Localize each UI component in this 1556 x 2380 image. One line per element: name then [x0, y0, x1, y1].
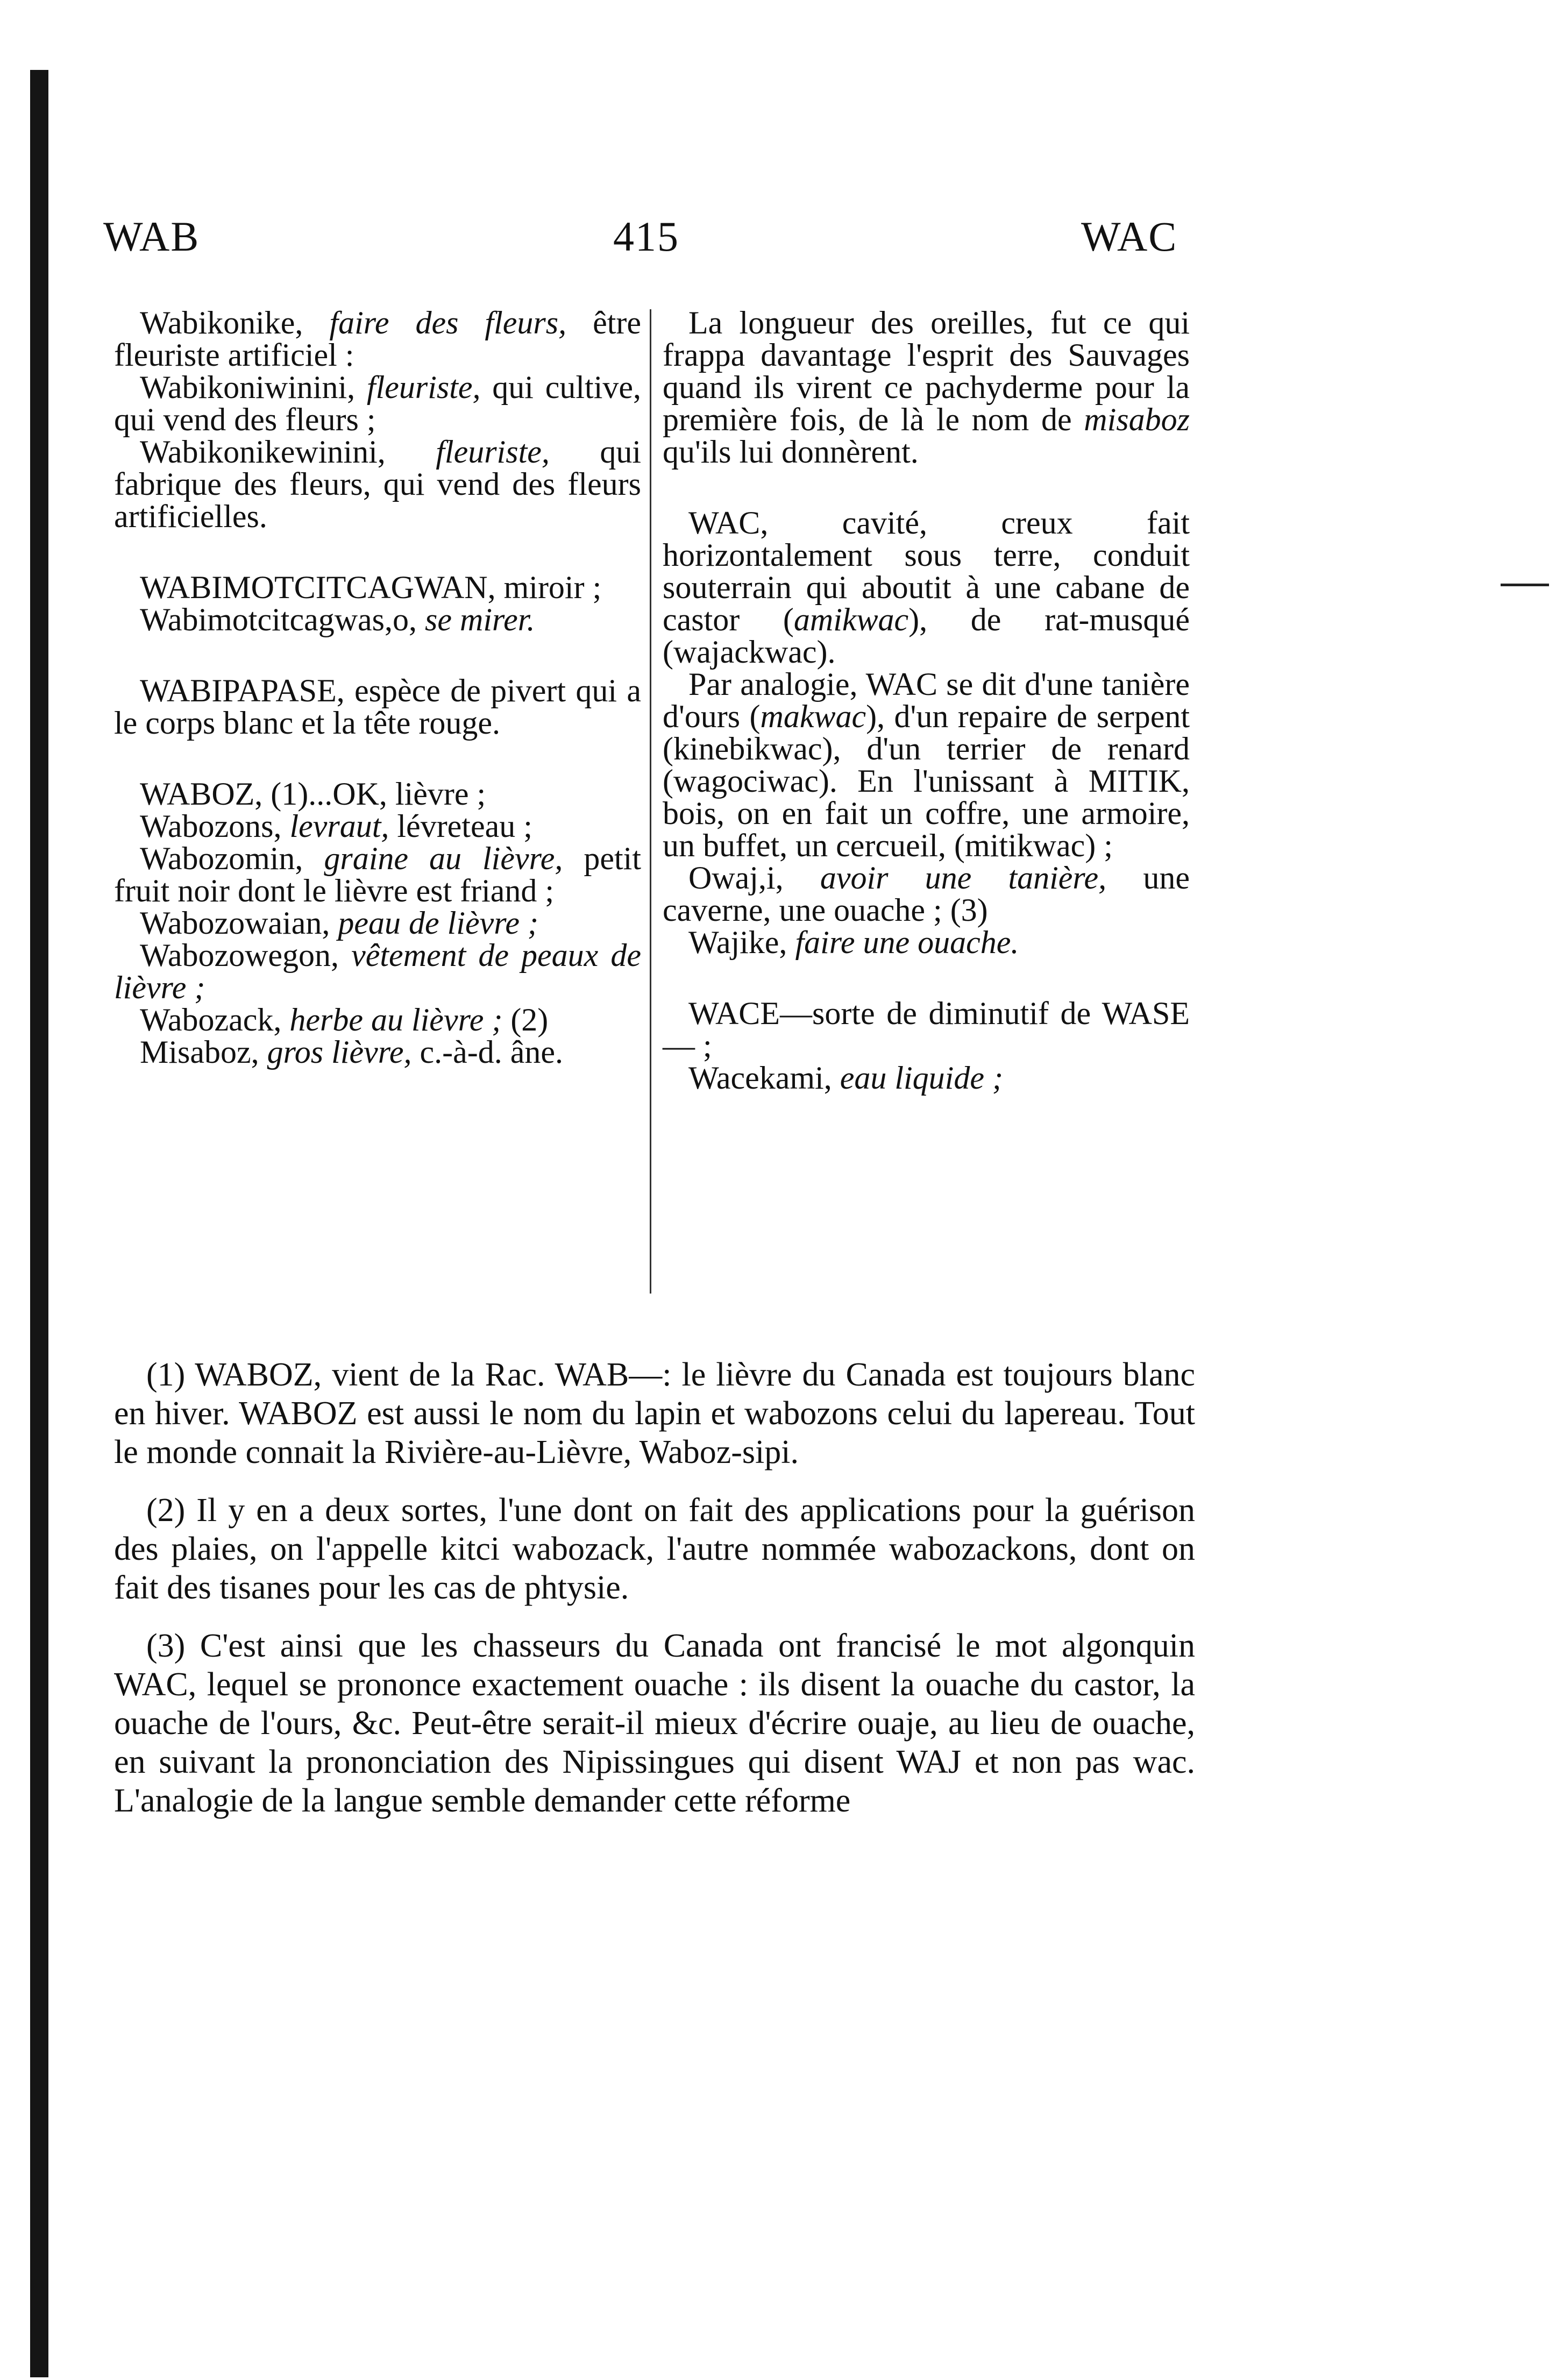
entry-line: [114, 939, 641, 1004]
entry-text: Wabimotcitcagwas,o,: [140, 602, 425, 637]
entry-text: Wajike,: [688, 925, 795, 960]
entry-line: [663, 862, 1190, 926]
entry-gloss: levraut,: [289, 808, 389, 844]
entry-line: [663, 307, 1190, 468]
entry-line: [663, 1062, 1190, 1094]
entry-gloss: faire une ouache.: [795, 925, 1019, 960]
entry-rest: qui cultive, qui vend des fleurs ;: [114, 370, 641, 437]
running-head-right: WAC: [1081, 213, 1178, 260]
dictionary-entry: [663, 997, 1190, 1094]
entry-rest: c.-à-d. âne.: [411, 1034, 563, 1070]
entry-line: [114, 907, 641, 939]
dictionary-entry: [114, 674, 641, 739]
running-head-left: WAB: [103, 213, 200, 260]
entry-gloss: amikwac: [793, 602, 909, 637]
left-column: [114, 307, 641, 1107]
entry-text: Misaboz,: [140, 1034, 267, 1070]
entry-line: [114, 842, 641, 907]
margin-rule: [1501, 584, 1549, 586]
dictionary-entry: [114, 778, 641, 1068]
entry-line: [114, 1036, 641, 1068]
entry-text: Wabikonike,: [140, 305, 330, 340]
entry-text: Owaj,i,: [688, 860, 820, 896]
entry-gloss: faire des fleurs,: [329, 305, 567, 340]
entry-gloss: peau de lièvre ;: [338, 905, 538, 941]
dictionary-entry: [114, 307, 641, 532]
entry-text: Wabozomin,: [140, 841, 324, 876]
entry-rest: petit fruit noir dont le lièvre est friand ;: [114, 841, 641, 908]
entry-line: [663, 997, 1190, 1062]
entry-line: [114, 371, 641, 436]
entry-text: Wacekami,: [688, 1060, 840, 1096]
entry-text: Wabozowaian,: [140, 905, 338, 941]
entry-rest: ), de rat-musqué (wajackwac).: [663, 602, 1190, 670]
entry-line: [663, 507, 1190, 668]
entry-line: [114, 810, 641, 842]
entry-gloss: fleuriste,: [366, 370, 481, 405]
entry-rest: lévreteau ;: [389, 808, 532, 844]
entry-line: [663, 668, 1190, 862]
entry-text: WABIMOTCITCAGWAN, miroir ;: [140, 570, 602, 605]
entry-line: [114, 571, 641, 603]
entry-gloss: herbe au lièvre ;: [289, 1002, 503, 1038]
entry-gloss: eau liquide ;: [840, 1060, 1003, 1096]
entry-gloss: vêtement de peaux de lièvre ;: [114, 937, 641, 1005]
footnotes: [114, 1355, 1195, 1839]
entry-text: Wabozowegon,: [140, 937, 352, 973]
entry-line: [663, 926, 1190, 958]
entry-text: Wabikonikewinini,: [140, 434, 436, 470]
entry-rest: être fleuriste artificiel :: [114, 305, 641, 373]
entry-gloss: makwac: [760, 699, 866, 734]
entry-text: Wabozack,: [140, 1002, 290, 1038]
entry-text: Wabozons,: [140, 808, 290, 844]
entry-rest: (2): [502, 1002, 549, 1038]
page-number: 415: [613, 213, 679, 260]
dictionary-entry: [663, 507, 1190, 958]
scan-edge-bar: [30, 70, 48, 2377]
entry-rest: ), d'un repaire de serpent (kinebikwac), d'un terrier de renard (wagociwac). En l'unissant à MITIK, bois, on en fait un coffre, une armoire, un buffet, un cercueil, (mitikwac) ;: [663, 699, 1190, 863]
entry-text: Par analogie, WAC se dit d'une tanière d'ours (: [663, 666, 1190, 734]
footnote-1: (1) WABOZ, vient de la Rac. WAB—: le lièvre du Canada est toujours blanc en hiver. WABOZ est aussi le nom du lapin et wabozons celui du lapereau. Tout le monde connait la Rivière-au-Lièvre, Waboz-sipi.: [114, 1356, 1195, 1470]
column-divider: [650, 309, 651, 1294]
dictionary-entry: [663, 307, 1190, 468]
entry-text: La longueur des oreilles, fut ce qui frappa davantage l'esprit des Sauvages quand ils virent ce pachyderme pour la première fois, de là le nom de: [663, 305, 1190, 437]
entry-text: WACE—sorte de diminutif de WASE— ;: [663, 996, 1190, 1063]
entry-gloss: misaboz: [1084, 402, 1190, 437]
entry-text: WABIPAPASE, espèce de pivert qui a le corps blanc et la tête rouge.: [114, 673, 641, 741]
right-column: [663, 307, 1190, 1133]
entry-rest: qu'ils lui donnèrent.: [663, 434, 919, 470]
entry-line: [114, 603, 641, 636]
entry-gloss: avoir une tanière,: [820, 860, 1107, 896]
entry-gloss: se mirer.: [425, 602, 535, 637]
entry-line: [114, 1004, 641, 1036]
entry-rest: qui fabrique des fleurs, qui vend des fleurs artificielles.: [114, 434, 641, 534]
entry-rest: une caverne, une ouache ; (3): [663, 860, 1190, 928]
entry-text: Wabikoniwinini,: [140, 370, 367, 405]
entry-line: [114, 436, 641, 532]
entry-text: WABOZ, (1)...OK, lièvre ;: [140, 776, 486, 812]
dictionary-entry: [114, 571, 641, 636]
entry-gloss: graine au lièvre,: [324, 841, 563, 876]
entry-gloss: fleuriste,: [436, 434, 550, 470]
entry-line: [114, 674, 641, 739]
entry-gloss: gros lièvre,: [267, 1034, 412, 1070]
footnote-3: (3) C'est ainsi que les chasseurs du Canada ont francisé le mot algonquin WAC, lequel se prononce exactement ouache : ils disent la ouache du castor, la ouache de l'ours, &c. Peut-être serait-il mieux d'écrire ouaje, au lieu de ouache, en suivant la prononciation des Nipissingues qui disent WAJ et non pas wac. L'analogie de la langue semble demander cette réforme: [114, 1628, 1195, 1819]
entry-line: [114, 778, 641, 810]
entry-line: [114, 307, 641, 371]
entry-text: WAC, cavité, creux fait horizontalement sous terre, conduit souterrain qui aboutit à une cabane de castor (: [663, 505, 1190, 637]
footnote-2: (2) Il y en a deux sortes, l'une dont on fait des applications pour la guérison des plaies, on l'appelle kitci wabozack, l'autre nommée wabozackons, dont on fait des tisanes pour les cas de phtysie.: [114, 1492, 1195, 1606]
